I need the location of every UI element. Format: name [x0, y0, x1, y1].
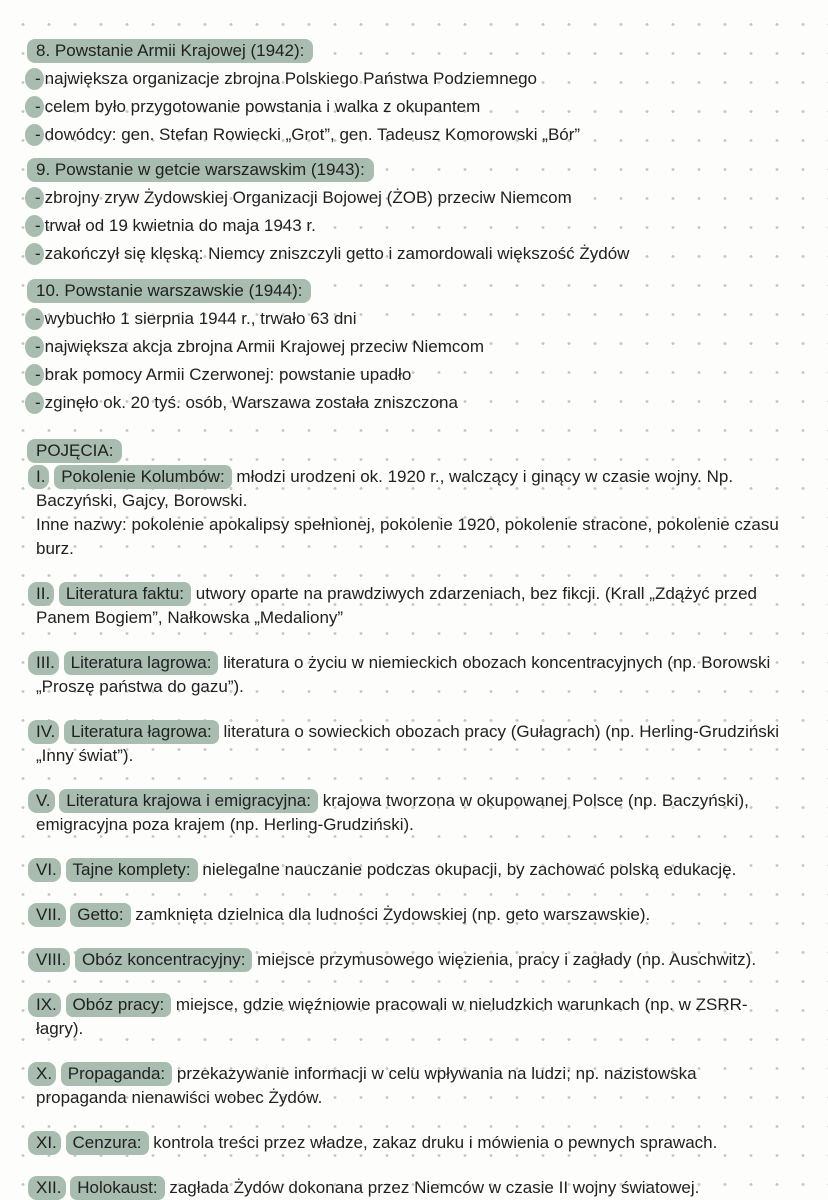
term-label: Obóz pracy:	[66, 993, 172, 1017]
term-label: Literatura lagrowa:	[64, 651, 219, 675]
bullet-text: dowódcy: gen. Stefan Rowiecki „Grot”, gen. Tadeusz Komorowski „Bór”	[44, 125, 581, 144]
term-extra: Inne nazwy: pokolenie apokalipsy spełnionej, pokolenie 1920, pokolenie stracone, pokolenie czasu burz.	[36, 515, 779, 558]
glossary-item-9	[36, 993, 790, 1041]
glossary-heading: POJĘCIA:	[27, 439, 122, 463]
glossary-item-12	[36, 1176, 790, 1200]
term-label: Pokolenie Kolumbów:	[54, 465, 231, 489]
bullet-dash-highlight: -	[25, 336, 44, 358]
term-definition: zagłada Żydów dokonana przez Niemców w czasie II wojny światowej.	[169, 1178, 700, 1197]
bullet-line	[36, 389, 790, 417]
glossary-item-3	[36, 651, 790, 699]
term-definition: literatura o życiu w niemieckich obozach koncentracyjnych (np. Borowski „Proszę państwa do gazu”).	[36, 653, 771, 696]
term-label: Literatura krajowa i emigracyjna:	[59, 789, 318, 813]
term-label: Literatura łagrowa:	[64, 720, 219, 744]
bullet-dash-highlight: -	[25, 243, 44, 265]
term-numeral: X.	[28, 1062, 56, 1086]
term-numeral: IV.	[28, 720, 59, 744]
glossary-item-6	[36, 858, 790, 882]
term-definition: młodzi urodzeni ok. 1920 r., walczący i ginący w czasie wojny. Np. Baczyński, Gajcy, Borowski.	[36, 467, 734, 510]
term-numeral: VIII.	[28, 948, 70, 972]
term-definition: miejsce, gdzie więźniowie pracowali w nieludzkich warunkach (np. w ZSRR- łagry).	[36, 995, 748, 1038]
bullet-dash-highlight: -	[25, 187, 44, 209]
glossary-item-8	[36, 948, 790, 972]
term-numeral: VI.	[28, 858, 61, 882]
bullet-text: zginęło ok. 20 tyś. osób, Warszawa została zniszczona	[44, 393, 458, 412]
term-label: Obóz koncentracyjny:	[75, 948, 252, 972]
bullet-line	[36, 212, 790, 240]
glossary-item-4	[36, 720, 790, 768]
bullet-text: zbrojny zryw Żydowskiej Organizacji Bojowej (ŻOB) przeciw Niemcom	[44, 188, 572, 207]
bullet-text: brak pomocy Armii Czerwonej: powstanie upadło	[44, 365, 412, 384]
term-label: Getto:	[70, 903, 130, 927]
note-section-9	[36, 155, 790, 268]
bullet-line	[36, 93, 790, 121]
glossary-item-5	[36, 789, 790, 837]
bullet-line	[36, 361, 790, 389]
section-10-heading-line	[36, 276, 790, 305]
term-definition: zamknięta dzielnica dla ludności Żydowskiej (np. geto warszawskie).	[135, 905, 651, 924]
term-numeral: VII.	[28, 903, 66, 927]
term-numeral: I.	[28, 465, 49, 489]
term-definition: utwory oparte na prawdziwych zdarzeniach, bez fikcji. (Krall „Zdążyć przed Panem Bogiem”, Nałkowska „Medaliony”	[36, 584, 757, 627]
glossary-item-11	[36, 1131, 790, 1155]
section-10-heading: 10. Powstanie warszawskie (1944):	[27, 279, 311, 303]
term-definition: przekazywanie informacji w celu wpływania na ludzi; np. nazistowska propaganda nienawiści wobec Żydów.	[36, 1064, 697, 1107]
glossary-item-10	[36, 1062, 790, 1110]
term-numeral: XII.	[28, 1176, 66, 1200]
bullet-dash-highlight: -	[25, 68, 44, 90]
glossary-item-1	[36, 465, 790, 561]
term-label: Tajne komplety:	[66, 858, 198, 882]
section-9-heading-line	[36, 155, 790, 184]
bullet-dash-highlight: -	[25, 124, 44, 146]
term-numeral: V.	[28, 789, 55, 813]
term-label: Propaganda:	[61, 1062, 172, 1086]
glossary-heading-line	[36, 436, 790, 465]
bullet-line	[36, 305, 790, 333]
bullet-dash-highlight: -	[25, 308, 44, 330]
term-label: Literatura faktu:	[59, 582, 191, 606]
bullet-dash-highlight: -	[25, 392, 44, 414]
bullet-line	[36, 240, 790, 268]
bullet-text: największa organizacje zbrojna Polskiego Państwa Podziemnego	[44, 69, 538, 88]
glossary-item-7	[36, 903, 790, 927]
note-section-8	[36, 36, 790, 149]
bullet-line	[36, 184, 790, 212]
term-label: Cenzura:	[66, 1131, 149, 1155]
term-definition: miejsce przymusowego więzienia, pracy i zagłady (np. Auschwitz).	[257, 950, 757, 969]
bullet-text: największa akcja zbrojna Armii Krajowej przeciw Niemcom	[44, 337, 484, 356]
term-definition: krajowa tworzona w okupowanej Polsce (np. Baczyński), emigracyjna poza krajem (np. Herling-Grudziński).	[36, 791, 749, 834]
term-label: Holokaust:	[70, 1176, 164, 1200]
bullet-line	[36, 65, 790, 93]
bullet-dash-highlight: -	[25, 364, 44, 386]
bullet-text: zakończył się klęską: Niemcy zniszczyli getto i zamordowali większość Żydów	[44, 244, 630, 263]
term-numeral: III.	[28, 651, 59, 675]
term-definition: kontrola treści przez władze, zakaz druku i mówienia o pewnych sprawach.	[153, 1133, 718, 1152]
term-definition: literatura o sowieckich obozach pracy (Gułagrach) (np. Herling-Grudziński „Inny świat”).	[36, 722, 780, 765]
bullet-dash-highlight: -	[25, 96, 44, 118]
term-numeral: IX.	[28, 993, 61, 1017]
bullet-text: celem było przygotowanie powstania i walka z okupantem	[44, 97, 481, 116]
bullet-line	[36, 333, 790, 361]
bullet-dash-highlight: -	[25, 215, 44, 237]
bullet-text: trwał od 19 kwietnia do maja 1943 r.	[44, 216, 316, 235]
section-8-heading: 8. Powstanie Armii Krajowej (1942):	[27, 39, 313, 63]
term-numeral: II.	[28, 582, 54, 606]
term-numeral: XI.	[28, 1131, 61, 1155]
bullet-line	[36, 121, 790, 149]
section-8-heading-line	[36, 36, 790, 65]
section-9-heading: 9. Powstanie w getcie warszawskim (1943):	[27, 158, 374, 182]
bullet-text: wybuchło 1 sierpnia 1944 r., trwało 63 dni	[44, 309, 357, 328]
glossary-item-2	[36, 582, 790, 630]
note-section-10	[36, 276, 790, 417]
term-definition: nielegalne nauczanie podczas okupacji, by zachować polską edukację.	[202, 860, 737, 879]
